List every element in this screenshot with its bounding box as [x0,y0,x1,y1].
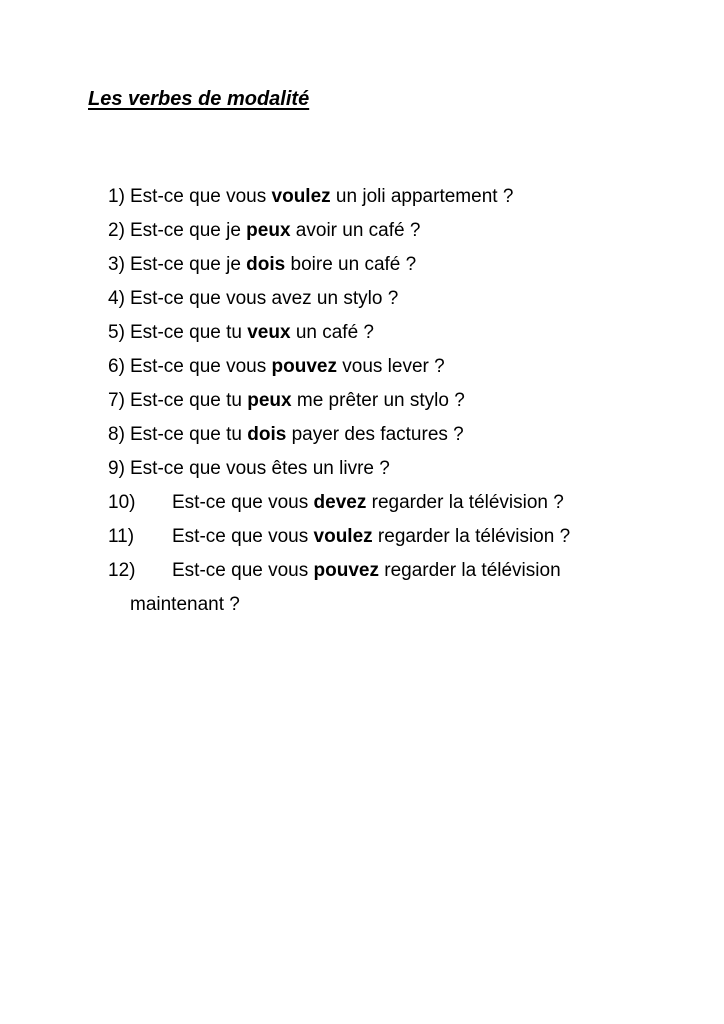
list-item [108,486,688,520]
modal-verb: devez [313,492,367,513]
modal-verb: pouvez [271,356,337,377]
list-item [108,452,688,486]
item-number: 12) [108,560,136,581]
list-item [108,520,688,554]
item-number: 7) [108,390,125,411]
list-item [108,418,688,452]
list-item [108,554,688,588]
item-continuation: maintenant ? [130,594,240,615]
modal-verb: peux [247,390,292,411]
list-item [108,384,688,418]
item-number: 3) [108,254,125,275]
modal-verb: dois [246,254,286,275]
modal-verb: voulez [313,526,373,547]
item-number: 11) [108,526,135,547]
item-text: Est-ce que vous devez regarder la télévision ? [172,492,564,513]
item-text: Est-ce que tu peux me prêter un stylo ? [130,390,465,411]
list-item [108,350,688,384]
item-number: 1) [108,186,125,207]
item-number: 4) [108,288,125,309]
item-text: Est-ce que tu dois payer des factures ? [130,424,464,445]
item-text: Est-ce que je peux avoir un café ? [130,220,421,241]
item-text: Est-ce que vous pouvez regarder la télévision [172,560,561,581]
modal-verb: peux [246,220,291,241]
item-text: Est-ce que vous avez un stylo ? [130,288,399,309]
list-item [108,282,688,316]
item-text: Est-ce que vous voulez regarder la télévision ? [172,526,571,547]
item-number: 5) [108,322,125,343]
item-number: 9) [108,458,125,479]
item-text: Est-ce que vous êtes un livre ? [130,458,390,479]
item-number: 10) [108,492,136,513]
item-number: 8) [108,424,125,445]
item-text: Est-ce que je dois boire un café ? [130,254,417,275]
page-title: Les verbes de modalité [88,88,310,110]
item-number: 2) [108,220,125,241]
modal-verb: dois [247,424,287,445]
modal-verb: voulez [271,186,331,207]
modal-verb: veux [247,322,291,343]
item-number: 6) [108,356,125,377]
item-text: Est-ce que vous pouvez vous lever ? [130,356,445,377]
item-text: Est-ce que tu veux un café ? [130,322,374,343]
list-item [108,248,688,282]
list-item [108,180,688,214]
item-text: Est-ce que vous voulez un joli appartement ? [130,186,514,207]
modal-verb: pouvez [313,560,379,581]
list-item [108,214,688,248]
list-item [108,316,688,350]
question-list [108,180,688,622]
